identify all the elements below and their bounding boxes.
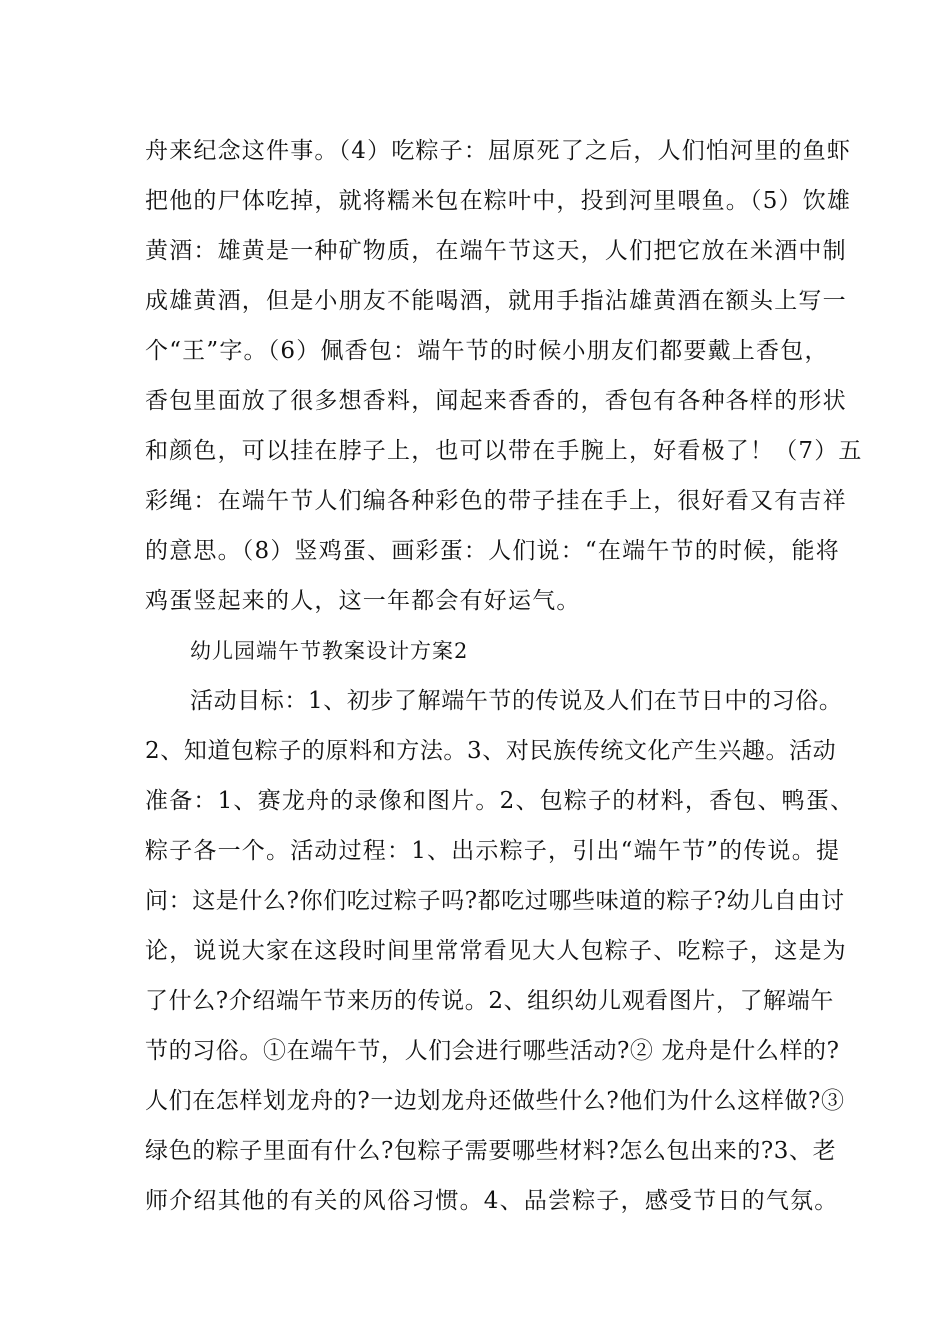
text-line: 活动目标：1、初步了解端午节的传说及人们在节日中的习俗。 bbox=[190, 688, 843, 714]
section-heading: 幼儿园端午节教案设计方案2 bbox=[190, 639, 469, 663]
text-line: 成雄黄酒，但是小朋友不能喝酒，就用手指沾雄黄酒在额头上写一 bbox=[145, 288, 847, 314]
text-line: 了什么?介绍端午节来历的传说。2、组织幼儿观看图片，了解端午 bbox=[145, 988, 834, 1014]
text-line: 节的习俗。①在端午节，人们会进行哪些活动?② 龙舟是什么样的? bbox=[145, 1038, 840, 1064]
text-line: 黄酒：雄黄是一种矿物质，在端午节这天，人们把它放在米酒中制 bbox=[145, 238, 847, 264]
text-line: 舟来纪念这件事。（4）吃粽子：屈原死了之后，人们怕河里的鱼虾 bbox=[145, 138, 852, 164]
text-line: 的意思。（8）竖鸡蛋、画彩蛋：人们说：“在端午节的时候，能将 bbox=[145, 538, 840, 564]
text-line: 绿色的粽子里面有什么?包粽子需要哪些材料?怎么包出来的?3、老 bbox=[145, 1138, 837, 1164]
text-line: 问：这是什么?你们吃过粽子吗?都吃过哪些味道的粽子?幼儿自由讨 bbox=[145, 888, 845, 914]
text-line: 论，说说大家在这段时间里常常看见大人包粽子、吃粽子，这是为 bbox=[145, 938, 847, 964]
text-line: 粽子各一个。活动过程：1、出示粽子，引出“端午节”的传说。提 bbox=[145, 838, 841, 864]
text-line: 香包里面放了很多想香料，闻起来香香的，香包有各种各样的形状 bbox=[145, 388, 847, 414]
text-line: 鸡蛋竖起来的人，这一年都会有好运气。 bbox=[145, 588, 581, 614]
text-line: 准备：1、赛龙舟的录像和图片。2、包粽子的材料，香包、鸭蛋、 bbox=[145, 788, 855, 814]
text-line: 2、知道包粽子的原料和方法。3、对民族传统文化产生兴趣。活动 bbox=[145, 738, 837, 764]
text-line: 和颜色，可以挂在脖子上，也可以带在手腕上，好看极了！（7）五 bbox=[145, 438, 863, 464]
text-line: 个“王”字。（6）佩香包：端午节的时候小朋友们都要戴上香包， bbox=[145, 338, 829, 364]
text-line: 师介绍其他的有关的风俗习惯。4、品尝粽子，感受节日的气氛。 bbox=[145, 1188, 839, 1214]
text-line: 人们在怎样划龙舟的?一边划龙舟还做些什么?他们为什么这样做?③ bbox=[145, 1088, 845, 1114]
text-line: 把他的尸体吃掉，就将糯米包在粽叶中，投到河里喂鱼。（5）饮雄 bbox=[145, 188, 852, 214]
text-line: 彩绳：在端午节人们编各种彩色的带子挂在手上，很好看又有吉祥 bbox=[145, 488, 847, 514]
